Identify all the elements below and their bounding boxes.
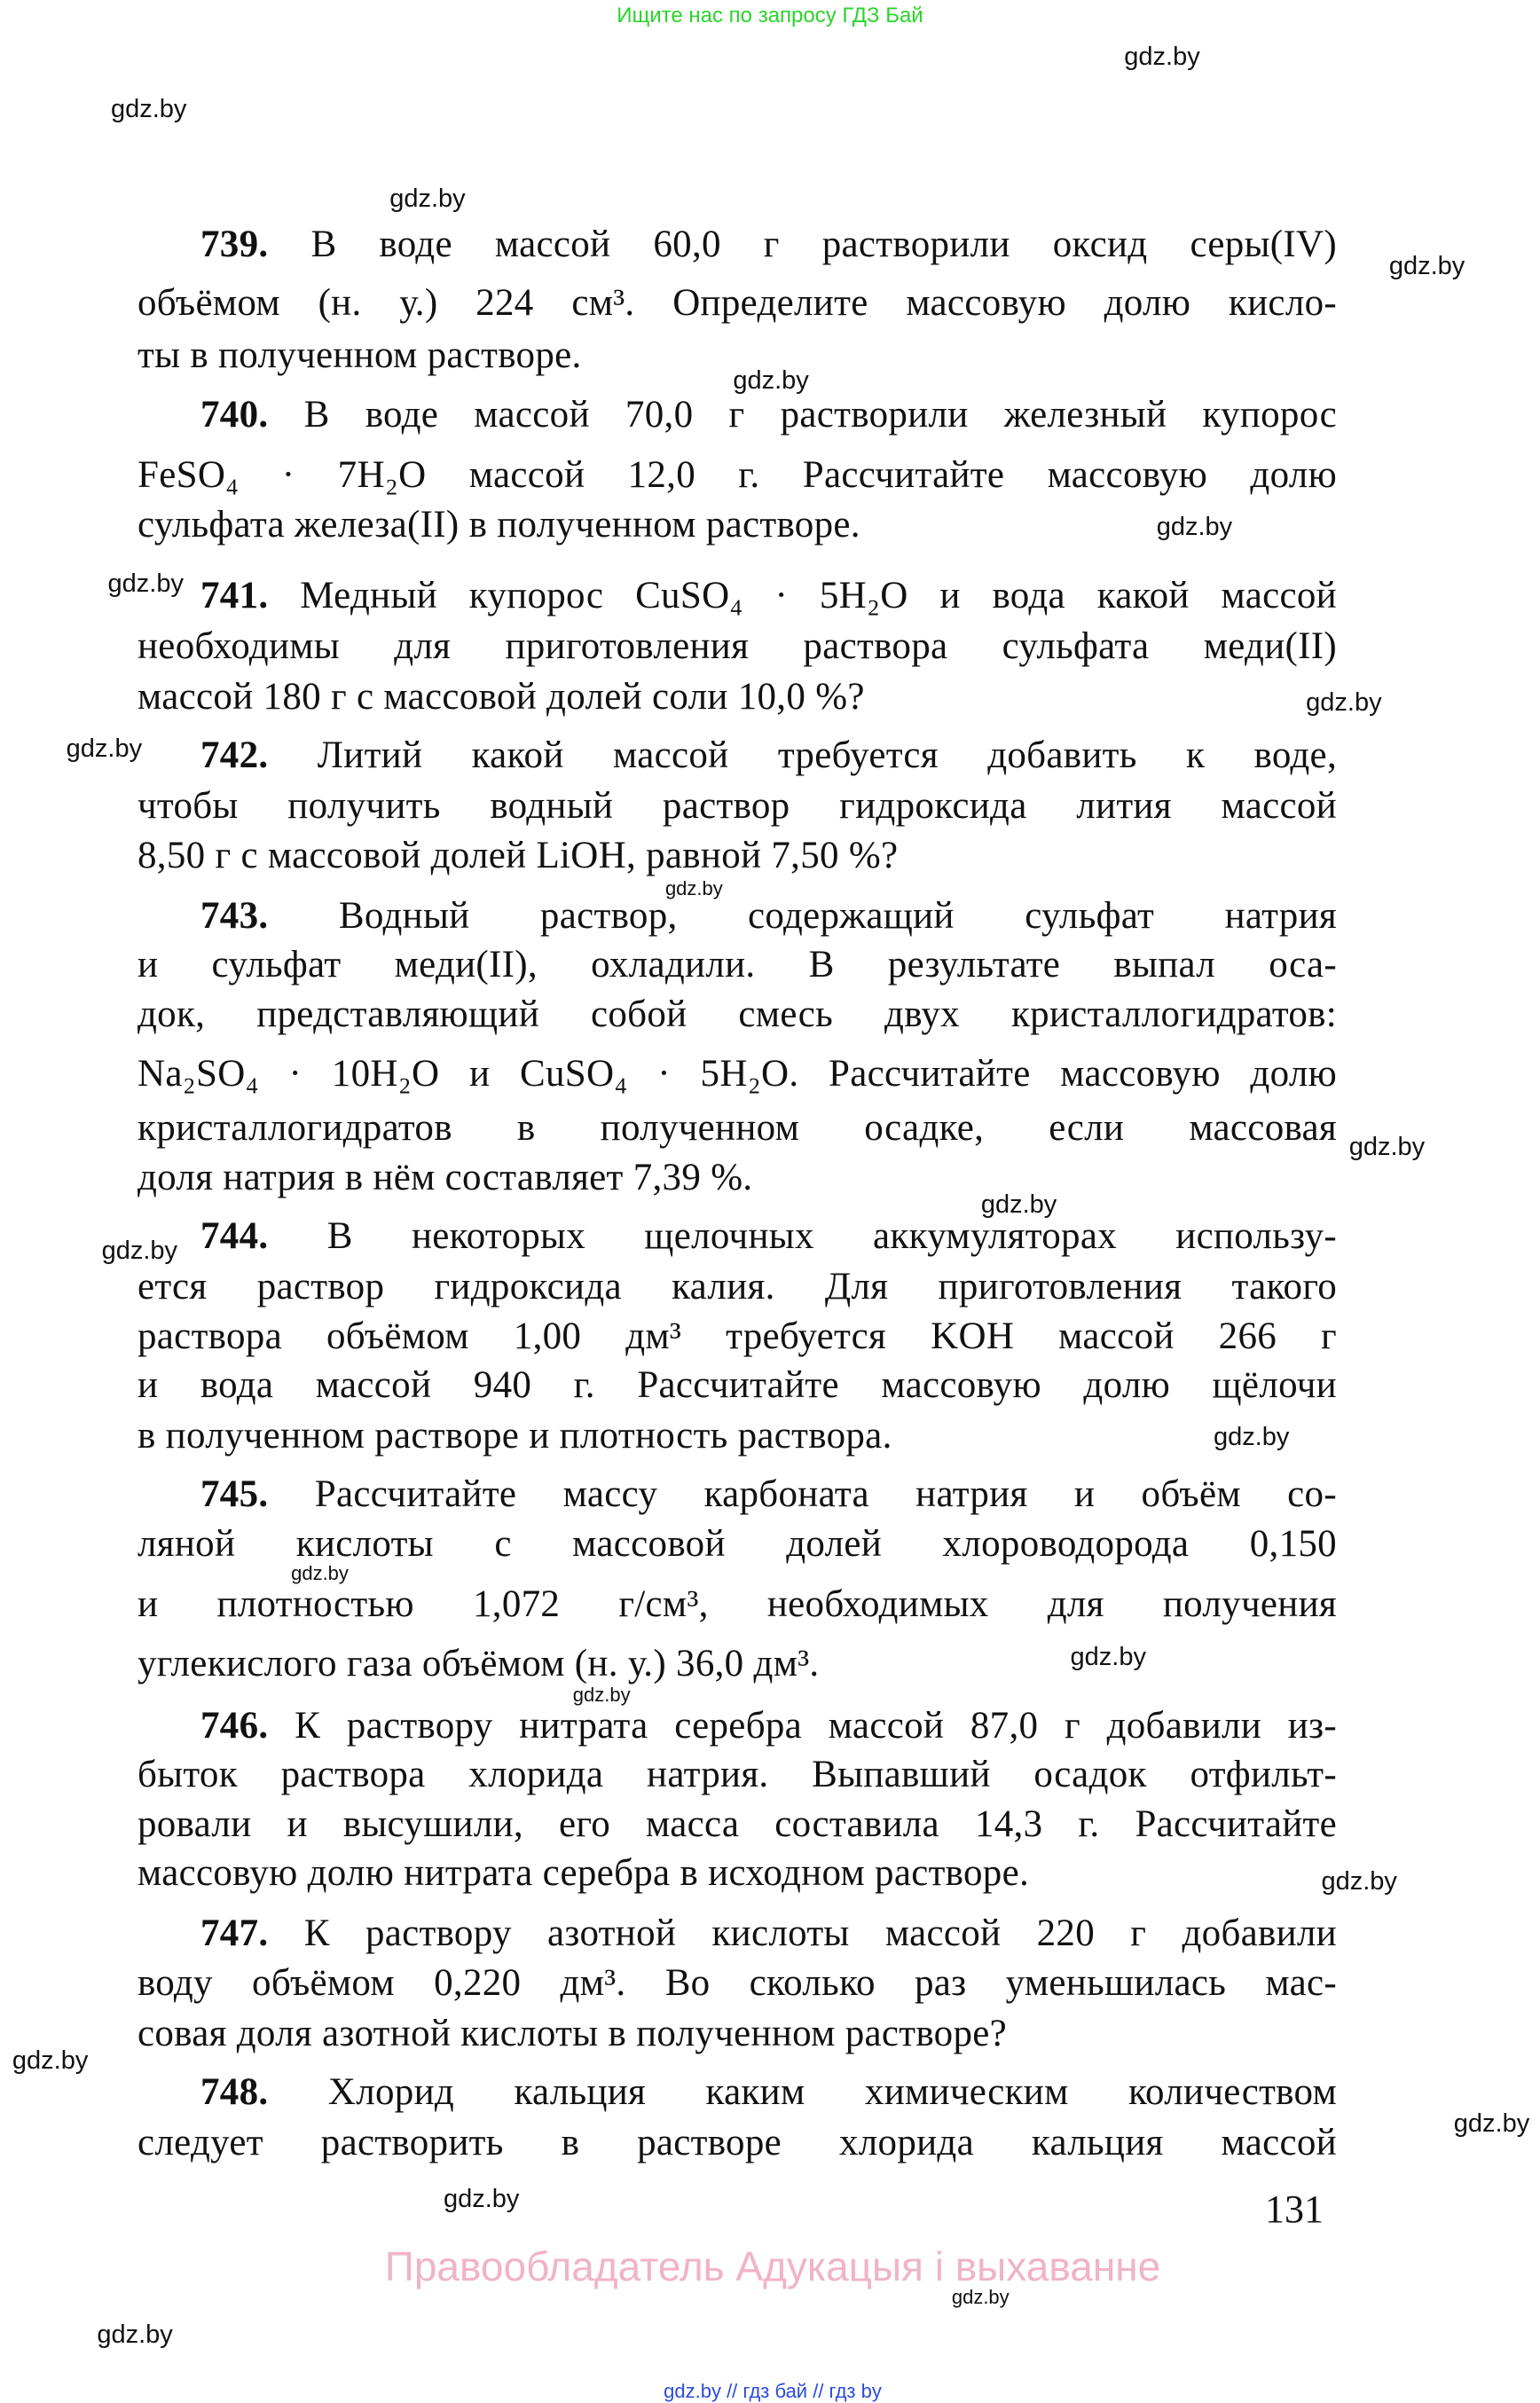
gdz-watermark: gdz.by [12,2046,89,2075]
text-line [200,392,1337,438]
line-text: воду объёмом 0,220 дм³. Во сколько раз уменьшилась мас- [138,1961,1337,2004]
text-line [200,893,1337,939]
gdz-watermark: gdz.by [572,1684,631,1707]
line-text: в полученном растворе и плотность раствора. [138,1415,892,1457]
line-text: Литий какой массой требуется добавить к воде, [317,734,1337,777]
line-text: массовую долю нитрата серебра в исходном растворе. [138,1852,1030,1895]
line-text: 8,50 г с массовой долей LiOH, равной 7,50 %? [138,834,899,876]
text-line [138,452,1337,499]
line-text: углекислого газа объёмом (н. у.) 36,0 дм³. [138,1643,820,1685]
line-text: сульфата железа(II) в полученном растворе. [138,503,860,546]
gdz-watermark: gdz.by [1321,1867,1397,1896]
text-line [138,1960,1337,2006]
page-number: 131 [1265,2187,1324,2231]
gdz-watermark: gdz.by [664,876,723,899]
text-line [200,222,1337,268]
text-line [138,1521,1337,1567]
text-line [200,1213,1337,1260]
line-text: доля натрия в нём составляет 7,39 %. [138,1156,753,1198]
search-banner[interactable]: Ищите нас по запросу ГДЗ Бай [617,4,923,27]
text-line [138,1264,1337,1310]
text-line [138,280,1337,326]
line-text: FeSO₄ · 7H₂O массой 12,0 г. Рассчитайте массовую долю [138,454,1337,497]
gdz-watermark: gdz.by [66,734,143,763]
gdz-watermark: gdz.by [1124,43,1200,72]
text-line [200,733,1337,779]
gdz-watermark: gdz.by [107,569,184,598]
line-text: ровали и высушили, его масса составила 14,3 г. Рассчитайте [138,1802,1337,1845]
line-text: раствора объёмом 1,00 дм³ требуется KOH массой 266 г [138,1315,1337,1357]
line-text: Рассчитайте массу карбоната натрия и объём со- [314,1473,1337,1516]
line-text: Хлорид кальция каким химическим количеством [327,2070,1337,2113]
line-text: совая доля азотной кислоты в полученном растворе? [138,2012,1008,2054]
text-line [138,833,1337,879]
footer-links[interactable]: gdz.by // гдз бай // гдз by [664,2380,882,2402]
text-line [138,1641,1337,1687]
problem-number: 742. [200,734,269,777]
text-line [200,2069,1337,2116]
problem-number: 740. [200,394,269,436]
line-text: ется раствор гидроксида калия. Для приготовления такого [138,1266,1337,1308]
problem-number: 744. [200,1214,269,1257]
text-line [138,1802,1337,1848]
line-text: В некоторых щелочных аккумуляторах использу- [326,1214,1337,1257]
gdz-watermark: gdz.by [733,365,809,395]
copyright-notice: Правообладатель Адукацыя і выхаванне [384,2243,1161,2289]
problem-number: 743. [200,894,269,937]
text-line [138,1314,1337,1360]
line-text: следует растворить в растворе хлорида кальция массой [138,2122,1337,2164]
text-line [138,783,1337,829]
gdz-watermark: gdz.by [97,2320,173,2349]
line-text: К раствору нитрата серебра массой 87,0 г добавили из- [295,1704,1337,1747]
line-text: кристаллогидратов в полученном осадке, если массовая [138,1107,1337,1150]
text-line [138,2120,1337,2166]
text-line [138,674,1337,720]
text-line [200,1911,1337,1957]
text-line [200,1472,1337,1518]
line-text: и вода массой 940 г. Рассчитайте массовую долю щёлочи [138,1364,1337,1407]
line-text: ты в полученном растворе. [138,334,582,376]
line-text: док, представляющий собой смесь двух кристаллогидратов: [138,993,1337,1035]
text-line [138,1752,1337,1798]
text-line [138,942,1337,988]
gdz-watermark: gdz.by [1348,1133,1426,1162]
gdz-watermark: gdz.by [1070,1642,1146,1671]
gdz-watermark: gdz.by [1388,252,1465,281]
text-line [138,2011,1337,2057]
line-text: В воде массой 70,0 г растворили железный купорос [303,394,1337,436]
line-text: К раствору азотной кислоты массой 220 г добавили [303,1912,1337,1955]
line-text: Водный раствор, содержащий сульфат натрия [338,894,1337,937]
gdz-watermark: gdz.by [110,95,187,124]
gdz-watermark: gdz.by [443,2185,520,2213]
line-text: и сульфат меди(II), охладили. В результате выпал оса- [138,944,1337,986]
gdz-watermark: gdz.by [291,1562,349,1585]
problem-number: 741. [200,574,269,616]
line-text: необходимы для приготовления раствора сульфата меди(II) [138,624,1337,667]
problem-number: 745. [200,1473,269,1516]
line-text: Медный купорос CuSO₄ · 5H₂O и вода какой массой [300,574,1337,616]
line-text: Na₂SO₄ · 10H₂O и CuSO₄ · 5H₂O. Рассчитайте массовую долю [138,1053,1337,1095]
gdz-watermark: gdz.by [1453,2109,1530,2138]
text-line [200,1703,1337,1749]
text-line [138,1850,1337,1896]
problem-number: 747. [200,1912,269,1955]
text-line [138,1105,1337,1151]
line-text: и плотностью 1,072 г/см³, необходимых для получения [138,1582,1337,1625]
gdz-watermark: gdz.by [1156,512,1233,541]
problem-number: 739. [200,223,269,265]
text-line [138,1155,1337,1201]
problem-number: 746. [200,1704,269,1747]
line-text: чтобы получить водный раствор гидроксида лития массой [138,785,1337,828]
text-line [138,1362,1337,1409]
gdz-watermark: gdz.by [1213,1422,1290,1451]
problem-number: 748. [200,2070,269,2113]
line-text: массой 180 г с массовой долей соли 10,0 %? [138,676,865,719]
line-text: В воде массой 60,0 г растворили оксид серы(IV) [310,223,1337,265]
line-text: быток раствора хлорида натрия. Выпавший осадок отфильт- [138,1754,1337,1796]
text-line [138,992,1337,1038]
gdz-watermark: gdz.by [101,1236,178,1265]
text-line [138,1582,1337,1628]
line-text: ляной кислоты с массовой долей хлороводорода 0,150 [138,1522,1337,1565]
text-line [138,1413,1337,1459]
gdz-watermark: gdz.by [1306,687,1382,717]
gdz-watermark: gdz.by [951,2286,1010,2309]
gdz-watermark: gdz.by [980,1190,1057,1219]
gdz-watermark: gdz.by [389,184,466,213]
text-line [138,624,1337,670]
text-line [138,1051,1337,1097]
line-text: объёмом (н. у.) 224 см³. Определите массовую долю кисло- [138,281,1337,324]
text-line [200,573,1337,619]
